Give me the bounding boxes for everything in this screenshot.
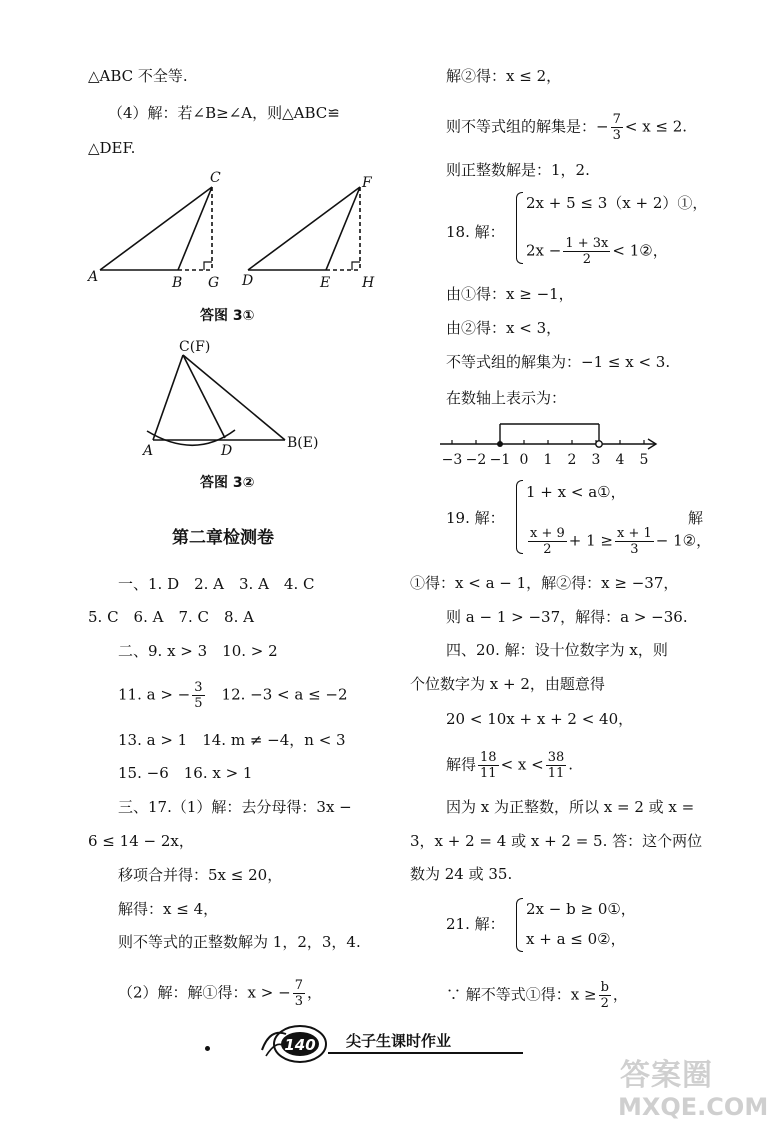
- label-H: H: [362, 275, 375, 291]
- answer-11-text: 11. a > −: [118, 685, 191, 704]
- open-endpoint: [596, 441, 602, 447]
- label-A: A: [88, 269, 99, 285]
- fraction: $\frac{x + 1}{3}$: [616, 526, 652, 557]
- answer-line: 移项合并得：5x ≤ 20，: [118, 866, 283, 884]
- answer-line: 解②得：x ≤ 2，: [446, 67, 562, 85]
- closed-endpoint: [497, 441, 503, 447]
- text-line: （4）解：若∠B≥∠A，则△ABC≌: [108, 104, 340, 122]
- axis-tick-label: 2: [567, 452, 577, 468]
- answer-line: 20 < 10x + x + 2 < 40，: [446, 710, 634, 728]
- text-line: △DEF.: [88, 139, 136, 157]
- axis-tick-label: 5: [639, 452, 649, 468]
- answer-line: 不等式组的解集为：−1 ≤ x < 3.: [446, 353, 671, 371]
- label-G: G: [208, 275, 220, 291]
- fraction: $\frac{7}{3}$: [612, 112, 621, 143]
- answer-line: 因为 x 为正整数，所以 x = 2 或 x =: [446, 798, 695, 816]
- axis-tick-label: −3: [441, 452, 463, 468]
- watermark-logo: 答案圈: [620, 1058, 713, 1093]
- answer-line: 则不等式组的解集是：− $\frac{7}{3}$ < x ≤ 2.: [446, 112, 688, 143]
- fraction: $\frac{38}{11}$: [547, 750, 565, 781]
- answer-line: 在数轴上表示为：: [446, 389, 567, 407]
- answer-line: 一、1. D 2. A 3. A 4. C: [118, 575, 315, 593]
- answer-line: ①得：x < a − 1，解②得：x ≥ −37，: [410, 574, 679, 592]
- fraction: $\frac{18}{11}$: [480, 750, 497, 781]
- axis-tick-label: 1: [543, 452, 553, 468]
- fraction: $\frac{1 + 3x}{2}$: [565, 236, 609, 267]
- book-title: 尖子生课时作业: [346, 1032, 452, 1050]
- label-E: E: [320, 275, 331, 291]
- label-B: B: [172, 275, 183, 291]
- label-D: D: [242, 273, 254, 289]
- axis-tick-label: 4: [615, 452, 625, 468]
- figure-triangles-1: [80, 165, 390, 295]
- chapter-title: 第二章检测卷: [172, 528, 274, 548]
- fraction: $\frac{3}{5}$: [194, 680, 203, 711]
- answer-line: 二、9. x > 3 10. > 2: [118, 642, 278, 660]
- answer-line: 则正整数解是：1，2.: [446, 161, 590, 179]
- text-line: △ABC 不全等.: [88, 67, 188, 85]
- answer-line: ∵ 解不等式①得：x ≥ $\frac{b}{2}$ ，: [446, 980, 628, 1011]
- system-brace: [516, 192, 523, 264]
- problem-label: 19. 解：: [446, 509, 505, 527]
- axis-tick-label: −1: [489, 452, 511, 468]
- answer-line: （2）解：解①得：x > − $\frac{7}{3}$ ，: [118, 978, 322, 1009]
- answer-line: 解得：x ≤ 4，: [118, 900, 219, 918]
- axis-tick-label: −2: [465, 452, 487, 468]
- label-D2: D: [221, 443, 233, 459]
- answer-line: 3，x + 2 = 4 或 x + 2 = 5. 答：这个两位: [410, 832, 703, 850]
- fraction: $\frac{b}{2}$: [600, 980, 609, 1011]
- answer-12-text: 12. −3 < a ≤ −2: [206, 685, 348, 704]
- figure-caption-1: 答图 3①: [200, 308, 255, 324]
- answer-line: 13. a > 1 14. m ≠ −4，n < 3: [118, 731, 346, 749]
- problem-label: 21. 解：: [446, 915, 505, 933]
- answer-line: 个位数字为 x + 2，由题意得: [410, 675, 605, 693]
- answer-line: 由①得：x ≥ −1，: [446, 285, 574, 303]
- text-line: 解: [688, 509, 704, 527]
- axis-tick-label: 3: [591, 452, 601, 468]
- system-line: 2x − b ≥ 0①，: [526, 900, 636, 918]
- system-brace: [516, 480, 523, 554]
- system-line: 2x + 5 ≤ 3（x + 2）①，: [526, 194, 708, 212]
- answer-line: [118, 680, 348, 711]
- answer-line: 解得 $\frac{18}{11}$ < x < $\frac{38}{11}$ .: [446, 750, 574, 781]
- label-BE: B(E): [287, 435, 319, 451]
- answer-line: 数为 24 或 35.: [410, 865, 513, 883]
- system-line: x + a ≤ 0②，: [526, 930, 626, 948]
- fraction: $\frac{x + 9}{2}$: [530, 526, 565, 557]
- footer-rule: [328, 1052, 523, 1054]
- answer-line: 则 a − 1 > −37，解得：a > −36.: [446, 608, 688, 626]
- figure-caption-2: 答图 3②: [200, 475, 255, 491]
- answer-line: 15. −6 16. x > 1: [118, 764, 253, 782]
- page-number: 140: [284, 1036, 316, 1054]
- footer-dot: [205, 1046, 210, 1051]
- fraction: $\frac{7}{3}$: [294, 978, 303, 1009]
- number-line: [440, 418, 670, 470]
- problem-label: 18. 解：: [446, 223, 505, 241]
- figure-triangles-2: [135, 335, 335, 465]
- axis-tick-label: 0: [519, 452, 529, 468]
- label-CF: C(F): [179, 339, 211, 355]
- answer-line: 5. C 6. A 7. C 8. A: [88, 608, 254, 626]
- label-F: F: [362, 175, 372, 191]
- system-brace: [516, 898, 523, 952]
- page-number-badge: [256, 1020, 336, 1066]
- answer-line: 四、20. 解：设十位数字为 x，则: [446, 641, 668, 659]
- label-A2: A: [143, 443, 154, 459]
- system-line: 2x − $\frac{1 + 3x}{2}$ < 1②，: [526, 236, 668, 267]
- answer-line: 三、17.（1）解：去分母得：3x −: [118, 798, 352, 816]
- answer-line: 由②得：x < 3，: [446, 319, 562, 337]
- watermark-url: MXQE.COM: [618, 1093, 768, 1121]
- system-line: 1 + x < a①，: [526, 483, 626, 501]
- label-C: C: [210, 170, 221, 186]
- answer-line: 则不等式的正整数解为 1，2，3，4.: [118, 933, 361, 951]
- answer-line: 6 ≤ 14 − 2x，: [88, 832, 194, 850]
- system-line: $\frac{x + 9}{2}$ + 1 ≥ $\frac{x + 1}{3}$ − 1②，: [530, 526, 712, 557]
